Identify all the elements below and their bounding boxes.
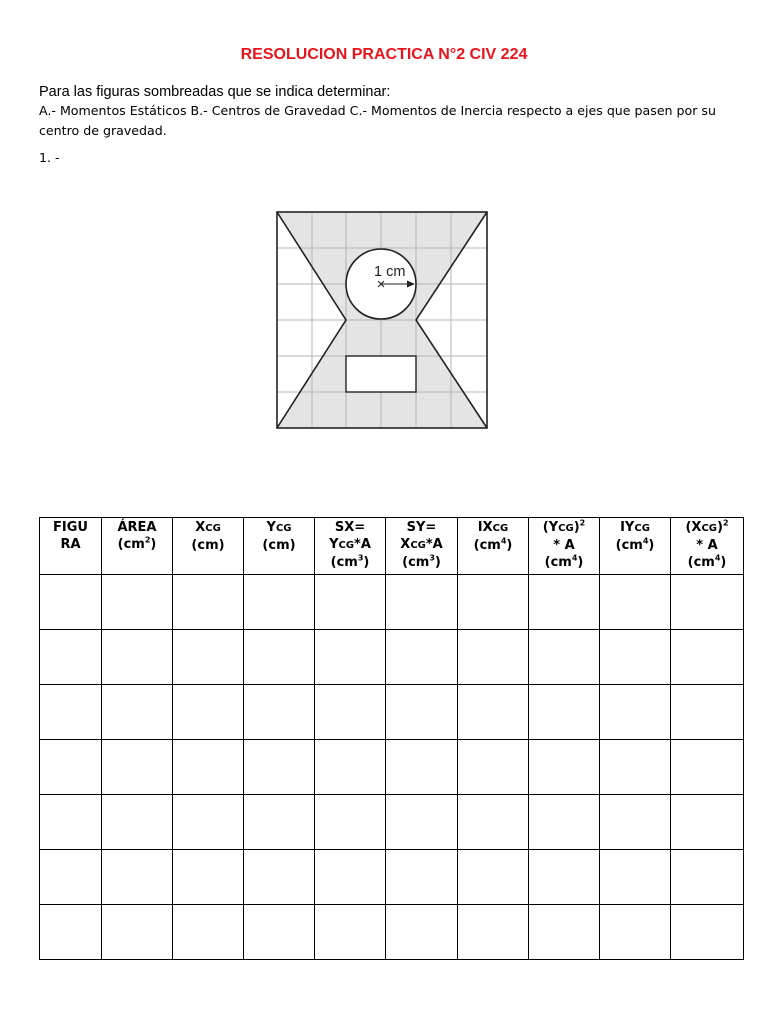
table-cell[interactable] <box>102 575 173 630</box>
table-row <box>40 685 744 740</box>
table-cell[interactable] <box>102 685 173 740</box>
table-cell[interactable] <box>529 685 600 740</box>
table-cell[interactable] <box>40 685 102 740</box>
header-iycg: IYCG $(cm^4)$ <box>600 518 671 575</box>
table-cell[interactable] <box>386 630 458 685</box>
table-cell[interactable] <box>244 850 315 905</box>
table-cell[interactable] <box>600 905 671 960</box>
table-cell[interactable] <box>40 630 102 685</box>
table-cell[interactable] <box>529 740 600 795</box>
table-cell[interactable] <box>458 740 529 795</box>
header-xcg2-a: (XCG)$^2$ * A $(cm^4)$ <box>671 518 744 575</box>
instructions-paragraph: A.- Momentos Estáticos B.- Centros de Gravedad C.- Momentos de Inercia respecto a ejes que pasen por su centro de gravedad. <box>39 103 716 138</box>
table-cell[interactable] <box>671 575 744 630</box>
table-cell[interactable] <box>458 685 529 740</box>
table-cell[interactable] <box>671 685 744 740</box>
figure-drawing <box>275 210 489 432</box>
table-row <box>40 630 744 685</box>
table-cell[interactable] <box>102 795 173 850</box>
table-cell[interactable] <box>600 795 671 850</box>
item-number: 1. - <box>39 150 60 165</box>
table-cell[interactable] <box>458 850 529 905</box>
table-cell[interactable] <box>40 905 102 960</box>
table-cell[interactable] <box>315 850 386 905</box>
intro-text: Para las figuras sombreadas que se indica determinar: <box>39 84 391 100</box>
table-cell[interactable] <box>529 850 600 905</box>
table-cell[interactable] <box>458 795 529 850</box>
table-cell[interactable] <box>244 630 315 685</box>
table-cell[interactable] <box>600 685 671 740</box>
table-row <box>40 575 744 630</box>
table-cell[interactable] <box>244 740 315 795</box>
table-cell[interactable] <box>102 850 173 905</box>
header-ixcg: IXCG $(cm^4)$ <box>458 518 529 575</box>
table-cell[interactable] <box>173 850 244 905</box>
table-cell[interactable] <box>244 575 315 630</box>
rectangle-hole <box>346 356 416 392</box>
table-cell[interactable] <box>458 905 529 960</box>
table-cell[interactable] <box>102 905 173 960</box>
table-row <box>40 795 744 850</box>
document-title: RESOLUCION PRACTICA N°2 CIV 224 <box>240 46 528 63</box>
table-cell[interactable] <box>458 575 529 630</box>
table-cell[interactable] <box>40 795 102 850</box>
center-mark: × <box>376 276 386 293</box>
table-cell[interactable] <box>386 575 458 630</box>
table-cell[interactable] <box>529 795 600 850</box>
table-cell[interactable] <box>386 850 458 905</box>
table-cell[interactable] <box>386 685 458 740</box>
header-sx: SX= YCG*A $(cm^3)$ <box>315 518 386 575</box>
shaded-figure <box>275 210 489 436</box>
table-cell[interactable] <box>600 575 671 630</box>
table-cell[interactable] <box>173 905 244 960</box>
table-cell[interactable] <box>173 630 244 685</box>
header-area: ÁREA $(cm^2)$ <box>102 518 173 575</box>
header-xcg: XCG (cm) <box>173 518 244 575</box>
header-ycg2-a: (YCG)$^2$ * A $(cm^4)$ <box>529 518 600 575</box>
table-cell[interactable] <box>173 740 244 795</box>
table-cell[interactable] <box>458 630 529 685</box>
table-cell[interactable] <box>386 740 458 795</box>
table-cell[interactable] <box>102 740 173 795</box>
table-cell[interactable] <box>386 795 458 850</box>
header-ycg: YCG (cm) <box>244 518 315 575</box>
table-cell[interactable] <box>244 795 315 850</box>
header-figura: FIGU RA <box>40 518 102 575</box>
table-cell[interactable] <box>315 575 386 630</box>
table-cell[interactable] <box>600 740 671 795</box>
table-cell[interactable] <box>600 850 671 905</box>
table-row <box>40 850 744 905</box>
table-cell[interactable] <box>315 905 386 960</box>
table-cell[interactable] <box>671 905 744 960</box>
table-cell[interactable] <box>40 575 102 630</box>
table-cell[interactable] <box>40 740 102 795</box>
table-cell[interactable] <box>102 630 173 685</box>
table-cell[interactable] <box>671 850 744 905</box>
table-cell[interactable] <box>315 630 386 685</box>
table-row <box>40 905 744 960</box>
results-table <box>39 517 744 960</box>
table-row <box>40 740 744 795</box>
table-cell[interactable] <box>173 795 244 850</box>
table-cell[interactable] <box>600 630 671 685</box>
radius-label: 1 cm <box>374 264 406 280</box>
table-cell[interactable] <box>173 685 244 740</box>
table-cell[interactable] <box>315 685 386 740</box>
table-cell[interactable] <box>315 740 386 795</box>
table-cell[interactable] <box>529 905 600 960</box>
table-cell[interactable] <box>315 795 386 850</box>
table-cell[interactable] <box>671 795 744 850</box>
table-header-row <box>40 518 744 575</box>
table-cell[interactable] <box>244 685 315 740</box>
header-sy: SY= XCG*A $(cm^3)$ <box>386 518 458 575</box>
table-cell[interactable] <box>40 850 102 905</box>
table-cell[interactable] <box>671 630 744 685</box>
table-cell[interactable] <box>173 575 244 630</box>
table-cell[interactable] <box>529 575 600 630</box>
table-cell[interactable] <box>244 905 315 960</box>
table-cell[interactable] <box>529 630 600 685</box>
table-body <box>40 575 744 960</box>
table-cell[interactable] <box>386 905 458 960</box>
table-cell[interactable] <box>671 740 744 795</box>
